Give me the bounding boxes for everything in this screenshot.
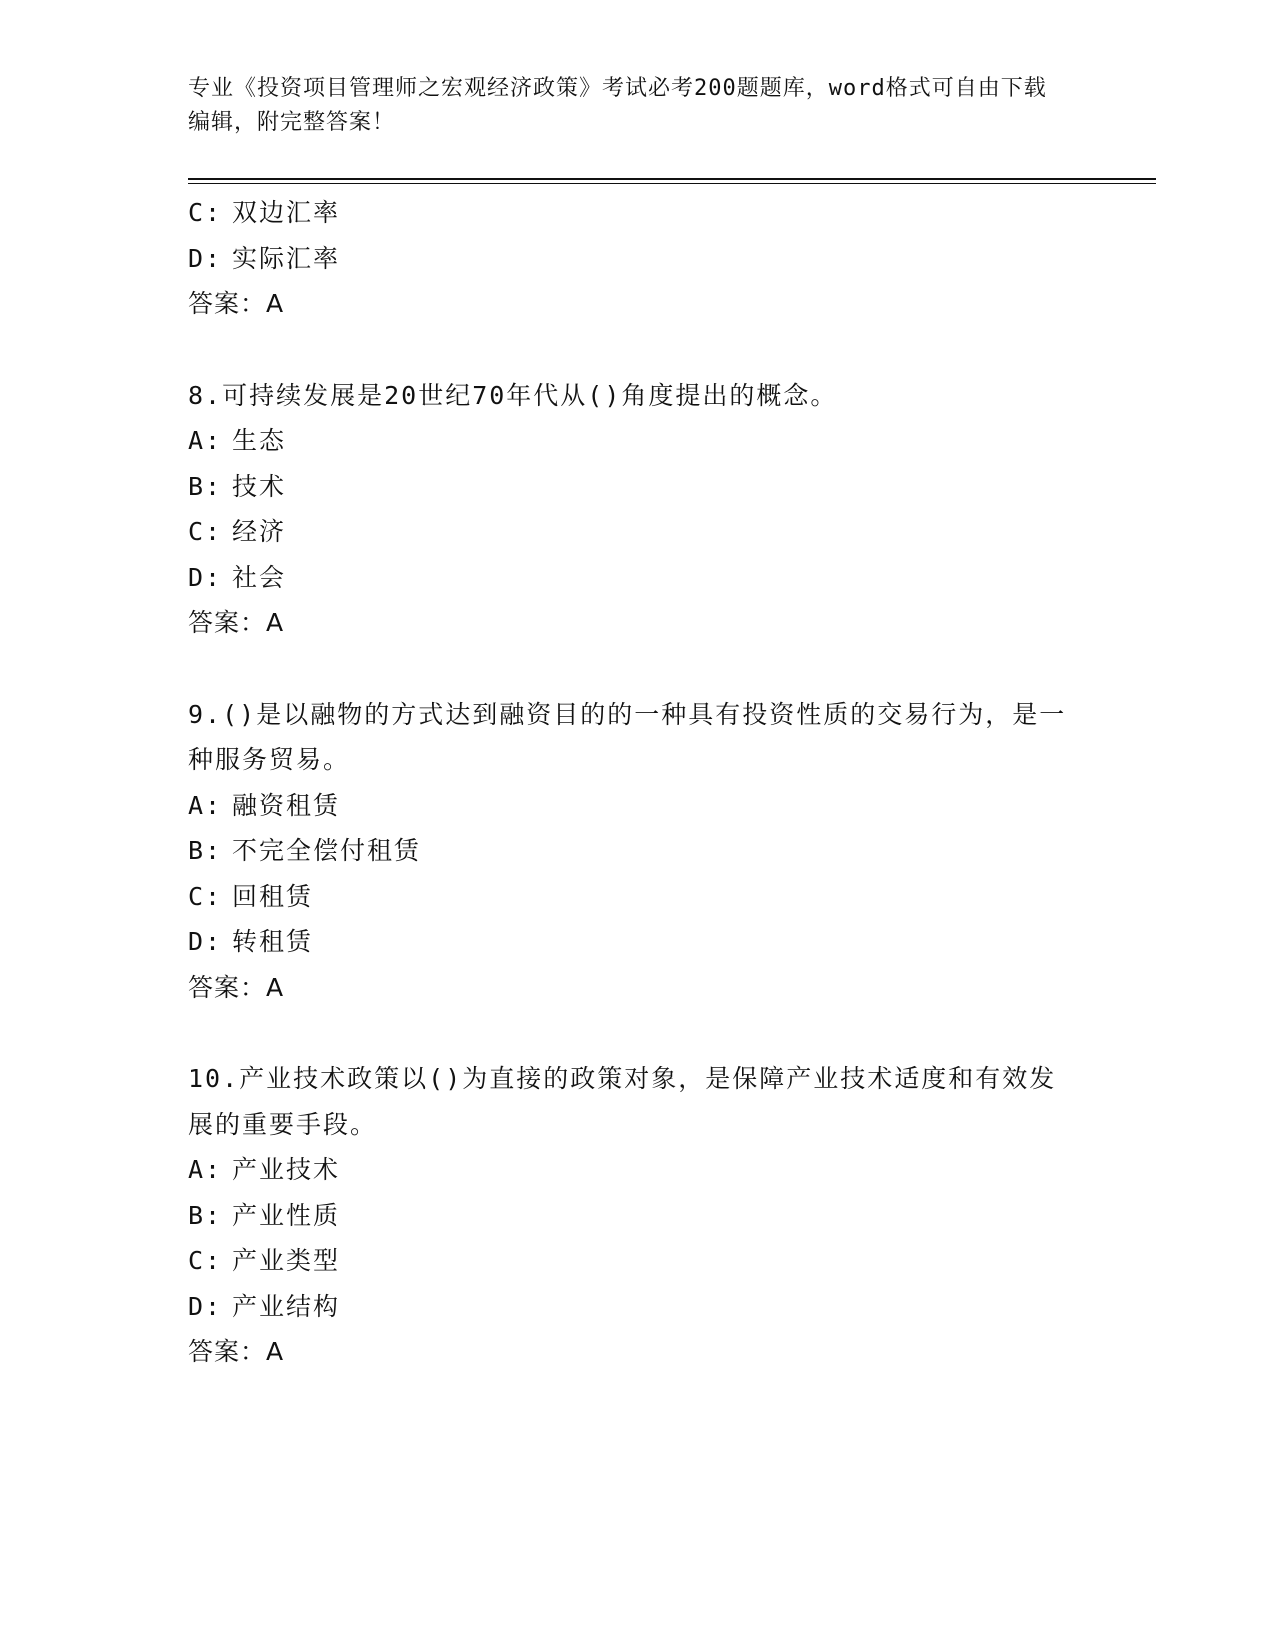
option-text: 产业技术: [232, 1155, 341, 1184]
header-rule-thick: [188, 178, 1156, 180]
option-d: [188, 1284, 1088, 1330]
option-b: [188, 828, 1088, 874]
option-c: [188, 874, 1088, 920]
option-key: A:: [188, 1155, 223, 1184]
answer-line: 答案：A: [188, 608, 285, 637]
option-key: B:: [188, 836, 223, 865]
option-text: 生态: [232, 426, 287, 455]
question-stem: 10.产业技术政策以()为直接的政策对象，是保障产业技术适度和有效发展的重要手段。: [188, 1064, 1057, 1139]
option-d: [188, 919, 1088, 965]
option-text: 产业结构: [232, 1291, 341, 1321]
option-b: [188, 464, 1088, 510]
option-key: C:: [188, 517, 223, 546]
option-text: 社会: [232, 562, 287, 592]
option-key: D:: [188, 243, 223, 273]
header-rule-thin: [188, 183, 1156, 184]
answer-line: 答案：A: [188, 1337, 285, 1366]
option-key: D:: [188, 927, 223, 956]
option-b: [188, 1193, 1088, 1239]
option-text: 转租赁: [232, 927, 314, 956]
option-key: B:: [188, 471, 223, 501]
option-d: [188, 236, 1088, 282]
option-text: 产业类型: [232, 1246, 341, 1275]
option-key: B:: [188, 1200, 223, 1230]
option-text: 回租赁: [232, 881, 314, 911]
option-key: D:: [188, 562, 223, 592]
option-key: C:: [188, 1246, 223, 1275]
option-text: 技术: [232, 471, 287, 501]
option-a: [188, 783, 1088, 829]
option-key: C:: [188, 198, 223, 227]
document-header: 专业《投资项目管理师之宏观经济政策》考试必考200题题库，word格式可自由下载编辑，附完整答案！: [188, 76, 1047, 135]
option-key: D:: [188, 1291, 223, 1321]
option-text: 融资租赁: [232, 790, 341, 820]
option-text: 不完全偿付租赁: [232, 836, 422, 865]
option-c: [188, 190, 1088, 236]
option-text: 双边汇率: [232, 198, 341, 227]
spacer: [188, 327, 1088, 373]
option-text: 产业性质: [232, 1200, 341, 1230]
question-list: [188, 190, 1088, 1375]
question-stem: 9.()是以融物的方式达到融资目的的一种具有投资性质的交易行为，是一种服务贸易。: [188, 699, 1067, 774]
option-a: [188, 418, 1088, 464]
option-text: 经济: [232, 517, 287, 546]
option-key: C:: [188, 881, 223, 911]
option-key: A:: [188, 790, 223, 820]
question-stem: 8.可持续发展是20世纪70年代从()角度提出的概念。: [188, 380, 838, 410]
spacer: [188, 1010, 1088, 1056]
option-d: [188, 555, 1088, 601]
option-key: A:: [188, 426, 223, 455]
answer-line: 答案：A: [188, 972, 285, 1002]
option-a: [188, 1147, 1088, 1193]
option-text: 实际汇率: [232, 243, 341, 273]
spacer: [188, 646, 1088, 692]
answer-line: 答案：A: [188, 289, 285, 318]
option-c: [188, 509, 1088, 555]
option-c: [188, 1238, 1088, 1284]
